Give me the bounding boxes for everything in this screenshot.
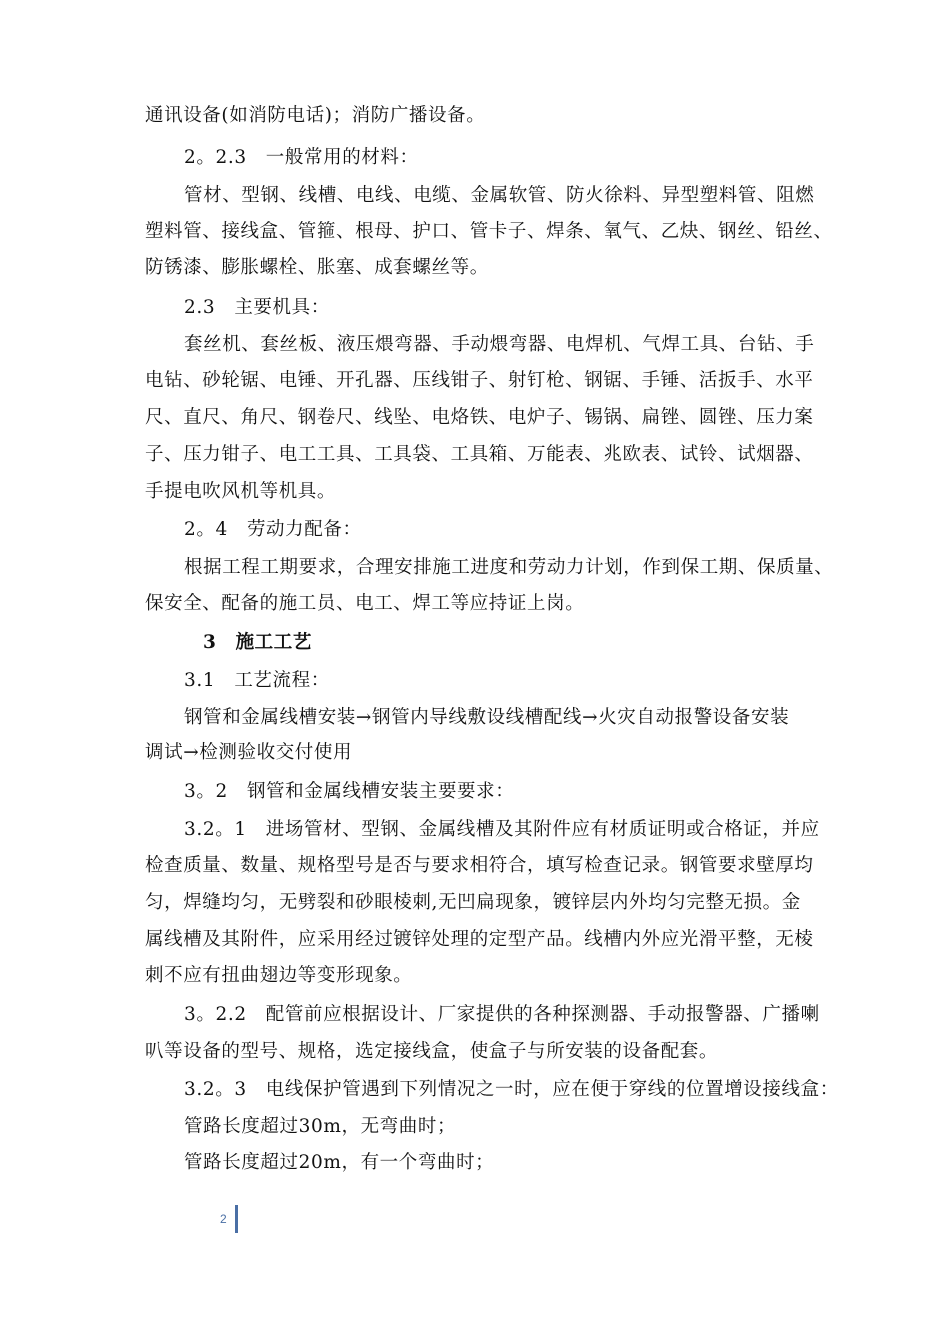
text-line-7: 套丝机、套丝板、液压煨弯器、手动煨弯器、电焊机、气焊工具、台钻、手 [184,334,815,355]
text-line-22: 匀，焊缝均匀，无劈裂和砂眼棱刺,无凹扁现象，镀锌层内外均匀完整无损。金 [145,892,801,913]
footer-divider [235,1205,238,1233]
text-line-21: 检查质量、数量、规格型号是否与要求相符合，填写检查记录。钢管要求壁厚均 [145,855,814,876]
text-line-3: 管材、型钢、线槽、电线、电缆、金属软管、防火徐料、异型塑料管、阻燃 [184,185,815,206]
text-line-27: 3.2。3 电线保护管遇到下列情况之一时，应在便于穿线的位置增设接线盒： [184,1079,839,1100]
text-line-26: 叭等设备的型号、规格，选定接线盒，使盒子与所安装的设备配套。 [145,1041,719,1062]
text-line-29: 管路长度超过20m，有一个弯曲时； [184,1152,495,1173]
text-line-18: 调试→检测验收交付使用 [145,742,353,763]
section-heading-2-4: 2。4 劳动力配备： [184,519,362,540]
text-line-11: 手提电吹风机等机具。 [145,481,337,502]
text-line-17: 钢管和金属线槽安装→钢管内导线敷设线槽配线→火灾自动报警设备安装 [184,707,790,728]
text-line-4: 塑料管、接线盒、管箍、根母、护口、管卡子、焊条、氧气、乙炔、钢丝、铅丝、 [145,221,833,242]
text-line-20: 3.2。1 进场管材、型钢、金属线槽及其附件应有材质证明或合格证，并应 [184,819,820,840]
page-number: 2 [220,1212,227,1226]
section-heading-3-1: 3.1 工艺流程： [184,670,330,691]
text-line-24: 刺不应有扭曲翅边等变形现象。 [145,965,413,986]
text-line-9: 尺、直尺、角尺、钢卷尺、线坠、电烙铁、电炉子、锡锅、扁锉、圆锉、压力案 [145,407,814,428]
text-line-25: 3。2.2 配管前应根据设计、厂家提供的各种探测器、手动报警器、广播喇 [184,1004,820,1025]
text-line-14: 保安全、配备的施工员、电工、焊工等应持证上岗。 [145,593,585,614]
section-heading-2-2-3: 2。2.3 一般常用的材料： [184,147,419,168]
text-line-5: 防锈漆、膨胀螺栓、胀塞、成套螺丝等。 [145,257,489,278]
text-line-1: 通讯设备(如消防电话)；消防广播设备。 [145,105,486,126]
text-line-13: 根据工程工期要求，合理安排施工进度和劳动力计划，作到保工期、保质量、 [184,557,834,578]
text-line-10: 子、压力钳子、电工工具、工具袋、工具箱、万能表、兆欧表、试铃、试烟器、 [145,444,814,465]
section-heading-2-3: 2.3 主要机具： [184,297,330,318]
text-line-28: 管路长度超过30m，无弯曲时； [184,1116,457,1137]
section-heading-3: 3 施工工艺 [203,632,312,653]
text-line-8: 电钻、砂轮锯、电锤、开孔器、压线钳子、射钉枪、钢锯、手锤、活扳手、水平 [145,370,814,391]
text-line-23: 属线槽及其附件，应采用经过镀锌处理的定型产品。线槽内外应光滑平整，无棱 [145,929,814,950]
section-heading-3-2: 3。2 钢管和金属线槽安装主要要求： [184,781,515,802]
